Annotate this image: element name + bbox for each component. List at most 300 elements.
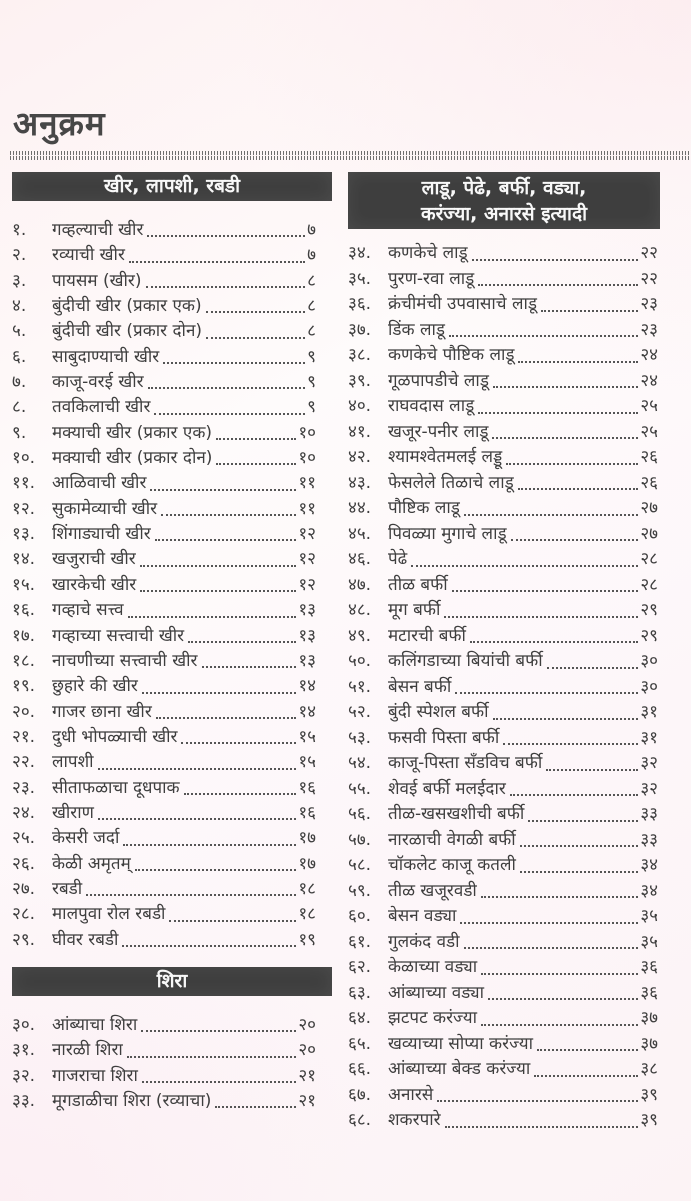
entry-title: बुंदी स्पेशल बर्फी: [388, 702, 489, 722]
entry-title: खव्याच्या सोप्या करंज्या: [388, 1033, 534, 1054]
dot-leader: [128, 598, 297, 617]
entry-page-number: ३३: [640, 804, 658, 824]
entry-page-number: २१: [298, 1065, 316, 1086]
right-column: [348, 172, 660, 1134]
entry-page-number: २४: [640, 370, 658, 391]
entry-number: ९.: [12, 422, 27, 443]
section-header-label-line1: लाडू, पेढे, बर्फी, वड्या,: [421, 176, 587, 199]
entry-title: दुधी भोपळ्याची खीर: [52, 726, 178, 747]
dot-leader: [411, 547, 638, 567]
entry-number: २९.: [12, 929, 36, 950]
entry-page-number: १३: [298, 600, 316, 621]
entry-title: बेसन बर्फी: [388, 676, 452, 697]
entry-title: मक्याची खीर (प्रकार दोन): [52, 448, 213, 469]
section-header-label-line2: करंज्या, अनारसे इत्यादी: [420, 202, 587, 225]
dot-leader: [148, 370, 306, 389]
dot-leader: [86, 877, 296, 896]
toc-entry: [12, 294, 316, 319]
entry-page-number: ३६: [640, 957, 658, 977]
entry-number: ४.: [12, 296, 27, 317]
dot-leader: [202, 649, 297, 668]
entry-page-number: १२: [298, 549, 316, 570]
entry-number: ४९.: [348, 625, 372, 646]
entry-title: आंब्याच्या बेक्ड करंज्या: [388, 1059, 531, 1079]
toc-entry: [348, 547, 658, 573]
toc-entry: [12, 573, 316, 598]
toc-entry: [12, 497, 316, 522]
entry-page-number: ३१: [640, 727, 658, 748]
entry-number: ११.: [12, 473, 36, 494]
entry-page-number: २२: [640, 243, 658, 263]
entry-number: २५.: [12, 828, 36, 849]
entry-number: २४.: [12, 802, 36, 823]
dot-leader: [520, 853, 638, 873]
entry-title: सीताफळाचा दूधपाक: [52, 777, 180, 798]
toc-entry: [348, 1057, 658, 1083]
entry-title: कणकेचे लाडू: [388, 243, 468, 263]
section-header-label: खीर, लापशी, रबडी: [103, 175, 241, 197]
entry-title: पिवळ्या मुगाचे लाडू: [388, 523, 507, 544]
dot-leader: [146, 269, 306, 288]
toc-entry: [12, 421, 316, 446]
dot-leader: [518, 343, 638, 363]
page-title: अनुक्रम: [13, 104, 106, 143]
entry-page-number: १८: [298, 904, 316, 925]
entry-page-number: २०: [298, 1040, 316, 1061]
entry-page-number: ३४: [640, 855, 658, 875]
entry-title: मालपुवा रोल रबडी: [52, 904, 166, 925]
entry-number: ५२.: [348, 702, 372, 722]
dot-leader: [216, 446, 296, 465]
entry-page-number: २५: [640, 396, 658, 416]
toc-entry: [12, 598, 316, 623]
entry-page-number: ११: [298, 473, 316, 494]
entry-number: ८.: [12, 397, 27, 418]
entry-page-number: ३१: [640, 702, 658, 722]
toc-entry: [348, 802, 658, 828]
dot-leader: [478, 394, 638, 414]
dot-leader: [537, 1032, 638, 1052]
entry-number: ३७.: [348, 319, 372, 340]
toc-entry: [12, 370, 316, 395]
entry-page-number: २८: [640, 574, 658, 595]
entry-number: ६७.: [348, 1084, 372, 1105]
toc-entry: [348, 777, 658, 803]
entry-title: आंब्याचा शिरा: [52, 1014, 138, 1035]
entry-title: तीळ बर्फी: [388, 574, 448, 595]
entry-number: ३१.: [12, 1040, 36, 1061]
dot-leader: [127, 1038, 296, 1057]
entry-number: ४२.: [348, 447, 372, 467]
toc-entry: [12, 1038, 316, 1063]
toc-entry: [348, 496, 658, 522]
entry-page-number: ३७: [640, 1008, 658, 1028]
entry-title: क्रंचीमंची उपवासाचे लाडू: [388, 294, 537, 314]
dot-leader: [520, 828, 639, 848]
dot-leader: [141, 1013, 296, 1032]
toc-entry: [348, 879, 658, 905]
toc-entry: [348, 445, 658, 471]
entry-title: नारळाची वेगळी बर्फी: [388, 829, 516, 850]
entry-number: ५९.: [348, 880, 372, 901]
entry-page-number: ८: [307, 270, 316, 291]
entry-page-number: ७: [307, 220, 316, 240]
entry-title: श्यामश्वेतमलई लड्डू: [388, 447, 503, 467]
entry-number: ३४.: [348, 243, 372, 263]
entry-title: साबुदाण्याची खीर: [52, 346, 160, 367]
dot-leader: [181, 725, 296, 744]
entry-page-number: ३०: [640, 651, 658, 671]
toc-entry: [348, 853, 658, 879]
entry-title: तीळ-खसखशीची बर्फी: [388, 804, 525, 824]
toc-entry: [348, 343, 658, 369]
dot-leader: [142, 674, 296, 693]
entry-number: ३३.: [12, 1091, 36, 1111]
entry-number: ३२.: [12, 1065, 36, 1086]
toc-entry: [348, 598, 658, 624]
toc-entry: [348, 394, 658, 420]
entry-page-number: ३८: [640, 1059, 658, 1079]
entry-title: आंब्याच्या वड्या: [388, 982, 485, 1003]
entry-title: पुरण-रवा लाडू: [388, 268, 475, 289]
toc-entry: [12, 243, 316, 268]
toc-entry: [348, 267, 658, 293]
entry-number: १७.: [12, 625, 36, 646]
entry-title: छुहारे की खीर: [52, 676, 138, 697]
entry-title: डिंक लाडू: [388, 319, 445, 340]
toc-entry: [12, 345, 316, 370]
entry-title: खजुराची खीर: [52, 549, 136, 570]
entry-page-number: १७: [298, 853, 316, 874]
dot-leader: [511, 522, 639, 542]
dot-leader: [123, 826, 296, 845]
entry-number: १५.: [12, 574, 36, 595]
entry-number: ५०.: [348, 651, 372, 671]
dot-leader: [472, 241, 639, 261]
dot-leader: [444, 598, 638, 618]
dot-leader: [510, 777, 639, 797]
toc-entry: [12, 547, 316, 572]
entry-title: रबडी: [52, 878, 83, 899]
dot-leader: [122, 928, 296, 947]
entry-title: घीवर रबडी: [52, 929, 119, 950]
dot-leader: [493, 369, 638, 389]
toc-entry: [348, 700, 658, 726]
dot-leader: [460, 904, 638, 924]
entry-page-number: २९: [640, 625, 658, 646]
entry-page-number: १४: [298, 701, 316, 722]
entry-title: केळाच्या वड्या: [388, 957, 478, 977]
entry-title: खीराण: [52, 802, 94, 823]
entry-title: चॉकलेट काजू कतली: [388, 855, 516, 875]
entry-title: बेसन वड्या: [388, 906, 457, 926]
entry-page-number: १३: [298, 625, 316, 646]
entry-page-number: ८: [307, 296, 316, 317]
dot-leader: [98, 801, 296, 820]
dot-leader: [98, 750, 297, 769]
toc-list-ladoo: [348, 241, 660, 1134]
entry-page-number: ३०: [640, 676, 658, 697]
toc-entry: [12, 725, 316, 750]
entry-title: बुंदीची खीर (प्रकार दोन): [52, 321, 203, 342]
toc-list-kheer: [12, 218, 332, 953]
toc-entry: [12, 877, 316, 902]
dot-leader: [140, 573, 296, 592]
entry-page-number: १२: [298, 524, 316, 545]
entry-page-number: ३३: [640, 829, 658, 850]
section-header-kheer: [12, 172, 332, 201]
separator-rule: [10, 151, 691, 160]
toc-entry: [348, 241, 658, 267]
dot-leader: [215, 1089, 296, 1108]
entry-number: ५७.: [348, 829, 372, 850]
toc-entry: [348, 649, 658, 675]
toc-entry: [12, 852, 316, 877]
toc-entry: [348, 1006, 658, 1032]
dot-leader: [534, 1057, 638, 1077]
dot-leader: [541, 292, 638, 312]
entry-number: ६६.: [348, 1059, 372, 1079]
entry-page-number: ३७: [640, 1033, 658, 1054]
dot-leader: [155, 522, 297, 541]
dot-leader: [492, 420, 638, 440]
entry-number: १.: [12, 220, 27, 240]
dot-leader: [140, 547, 297, 566]
entry-page-number: २३: [640, 319, 658, 340]
dot-leader: [184, 776, 297, 795]
entry-number: ६०.: [348, 906, 372, 926]
entry-page-number: १५: [298, 726, 316, 747]
section-header-label: शिरा: [156, 969, 188, 992]
toc-entry: [12, 902, 316, 927]
toc-entry: [12, 928, 316, 953]
toc-entry: [348, 471, 658, 497]
entry-page-number: १९: [298, 929, 316, 950]
toc-entry: [348, 675, 658, 701]
entry-number: ४८.: [348, 600, 372, 620]
entry-page-number: २४: [640, 345, 658, 365]
entry-page-number: १०: [298, 448, 316, 469]
entry-title: अनारसे: [388, 1084, 434, 1105]
left-column: [12, 172, 332, 1114]
entry-page-number: १२: [298, 574, 316, 595]
entry-number: ५.: [12, 321, 27, 342]
dot-leader: [437, 1083, 638, 1103]
entry-number: ३९.: [348, 370, 372, 391]
entry-page-number: १८: [298, 878, 316, 899]
entry-page-number: १०: [298, 422, 316, 443]
entry-page-number: ३९: [640, 1084, 658, 1105]
entry-title: राघवदास लाडू: [388, 396, 475, 416]
toc-entry: [348, 981, 658, 1007]
entry-page-number: ३२: [640, 753, 658, 773]
entry-number: ३५.: [348, 268, 372, 289]
entry-number: २.: [12, 245, 27, 266]
dot-leader: [161, 497, 296, 516]
section-header-shira: [12, 967, 332, 996]
entry-number: ६१.: [348, 931, 372, 952]
dot-leader: [464, 930, 639, 950]
entry-number: २१.: [12, 726, 36, 747]
toc-entry: [348, 420, 658, 446]
entry-page-number: २७: [640, 498, 658, 518]
toc-entry: [348, 1032, 658, 1058]
entry-title: फेसलेले तिळाचे लाडू: [388, 472, 514, 493]
toc-entry: [348, 930, 658, 956]
toc-entry: [348, 751, 658, 777]
dot-leader: [142, 1064, 296, 1083]
entry-title: नारळी शिरा: [52, 1040, 123, 1061]
toc-entry: [348, 904, 658, 930]
dot-leader: [546, 751, 638, 771]
dot-leader: [518, 471, 639, 491]
entry-number: १३.: [12, 524, 36, 545]
toc-list-shira: [12, 1013, 332, 1114]
toc-entry: [12, 649, 316, 674]
dot-leader: [455, 675, 638, 695]
entry-title: गाजराचा शिरा: [52, 1065, 138, 1086]
toc-entry: [12, 750, 316, 775]
entry-number: २७.: [12, 878, 36, 899]
entry-title: नाचणीच्या सत्त्वाची खीर: [52, 650, 198, 671]
entry-number: १९.: [12, 676, 36, 697]
entry-number: ४७.: [348, 574, 372, 595]
entry-title: गुलकंद वडी: [388, 931, 460, 952]
entry-number: ६८.: [348, 1110, 372, 1130]
entry-page-number: २९: [640, 600, 658, 620]
entry-number: ३६.: [348, 294, 372, 314]
dot-leader: [129, 243, 305, 262]
dot-leader: [488, 981, 638, 1001]
dot-leader: [163, 345, 305, 364]
dot-leader: [156, 700, 297, 719]
entry-number: ३०.: [12, 1014, 36, 1035]
entry-number: ३८.: [348, 345, 372, 365]
entry-page-number: १३: [298, 650, 316, 671]
toc-entry: [12, 471, 316, 496]
entry-title: फसवी पिस्ता बर्फी: [388, 727, 500, 748]
entry-number: ३.: [12, 270, 27, 291]
toc-entry: [348, 573, 658, 599]
entry-page-number: १६: [298, 802, 316, 823]
entry-number: १६.: [12, 600, 36, 621]
entry-number: २३.: [12, 777, 36, 798]
entry-page-number: ७: [307, 245, 316, 266]
entry-page-number: ११: [298, 498, 316, 519]
entry-number: ५६.: [348, 804, 372, 824]
entry-title: पौष्टिक लाडू: [388, 498, 460, 518]
entry-number: ६३.: [348, 982, 372, 1003]
entry-title: बुंदीची खीर (प्रकार एक): [52, 296, 202, 317]
entry-number: ५८.: [348, 855, 372, 875]
dot-leader: [150, 471, 296, 490]
entry-title: झटपट करंज्या: [388, 1008, 478, 1028]
entry-number: ४६.: [348, 549, 372, 569]
entry-page-number: ९: [307, 346, 316, 367]
entry-page-number: ३४: [640, 880, 658, 901]
toc-entry: [348, 292, 658, 318]
toc-entry: [12, 674, 316, 699]
entry-number: २२.: [12, 752, 36, 773]
entry-page-number: २३: [640, 294, 658, 314]
entry-number: १२.: [12, 498, 36, 519]
dot-leader: [445, 1108, 639, 1128]
toc-entry: [12, 446, 316, 471]
entry-title: काजू-वरई खीर: [52, 372, 144, 393]
entry-number: ५३.: [348, 727, 372, 748]
dot-leader: [147, 218, 305, 237]
entry-number: २८.: [12, 904, 36, 925]
entry-title: सुकामेव्याची खीर: [52, 498, 158, 519]
entry-number: १४.: [12, 549, 36, 570]
toc-entry: [12, 1089, 316, 1114]
entry-page-number: २८: [640, 549, 658, 569]
dot-leader: [464, 496, 638, 516]
entry-number: ६.: [12, 346, 27, 367]
entry-title: लापशी: [52, 752, 94, 773]
dot-leader: [506, 445, 638, 465]
toc-entry: [12, 395, 316, 420]
toc-entry: [12, 319, 316, 344]
dot-leader: [503, 726, 638, 746]
entry-title: आळिवाची खीर: [52, 473, 147, 494]
toc-entry: [12, 776, 316, 801]
entry-number: ४३.: [348, 472, 372, 493]
entry-number: २६.: [12, 853, 36, 874]
dot-leader: [135, 852, 297, 871]
entry-title: गव्हाच्या सत्त्वाची खीर: [52, 625, 185, 646]
toc-entry: [348, 828, 658, 854]
entry-page-number: ३५: [640, 906, 658, 926]
dot-leader: [216, 421, 296, 440]
entry-page-number: २५: [640, 421, 658, 442]
entry-page-number: ९: [307, 397, 316, 418]
toc-entry: [348, 369, 658, 395]
toc-entry: [348, 624, 658, 650]
entry-title: मूगडाळीचा शिरा (रव्याचा): [52, 1091, 212, 1111]
entry-number: ६५.: [348, 1033, 372, 1054]
entry-title: शकरपारे: [388, 1110, 441, 1130]
toc-entry: [348, 726, 658, 752]
entry-title: केळी अमृतम्: [52, 853, 131, 874]
toc-entry: [12, 522, 316, 547]
dot-leader: [481, 1006, 638, 1026]
entry-title: खारकेची खीर: [52, 574, 137, 595]
entry-page-number: ९: [307, 372, 316, 393]
entry-title: कणकेचे पौष्टिक लाडू: [388, 345, 515, 365]
entry-title: खजूर-पनीर लाडू: [388, 421, 489, 442]
dot-leader: [206, 294, 306, 313]
dot-leader: [528, 802, 638, 822]
dot-leader: [452, 573, 639, 593]
entry-page-number: ३६: [640, 982, 658, 1003]
entry-title: गाजर छाना खीर: [52, 701, 152, 722]
entry-title: शिंगाड्याची खीर: [52, 524, 151, 545]
toc-entry: [348, 1083, 658, 1109]
entry-page-number: २६: [640, 447, 658, 467]
dot-leader: [188, 624, 296, 643]
toc-entry: [348, 318, 658, 344]
dot-leader: [547, 649, 639, 669]
entry-title: मक्याची खीर (प्रकार एक): [52, 422, 213, 443]
dot-leader: [470, 624, 638, 644]
entry-page-number: ३९: [640, 1110, 658, 1130]
entry-number: ५५.: [348, 778, 372, 799]
entry-title: कलिंगडाच्या बियांची बर्फी: [388, 651, 543, 671]
entry-title: गव्हल्याची खीर: [52, 220, 144, 240]
entry-title: रव्याची खीर: [52, 245, 125, 266]
entry-title: पेढे: [388, 549, 408, 569]
